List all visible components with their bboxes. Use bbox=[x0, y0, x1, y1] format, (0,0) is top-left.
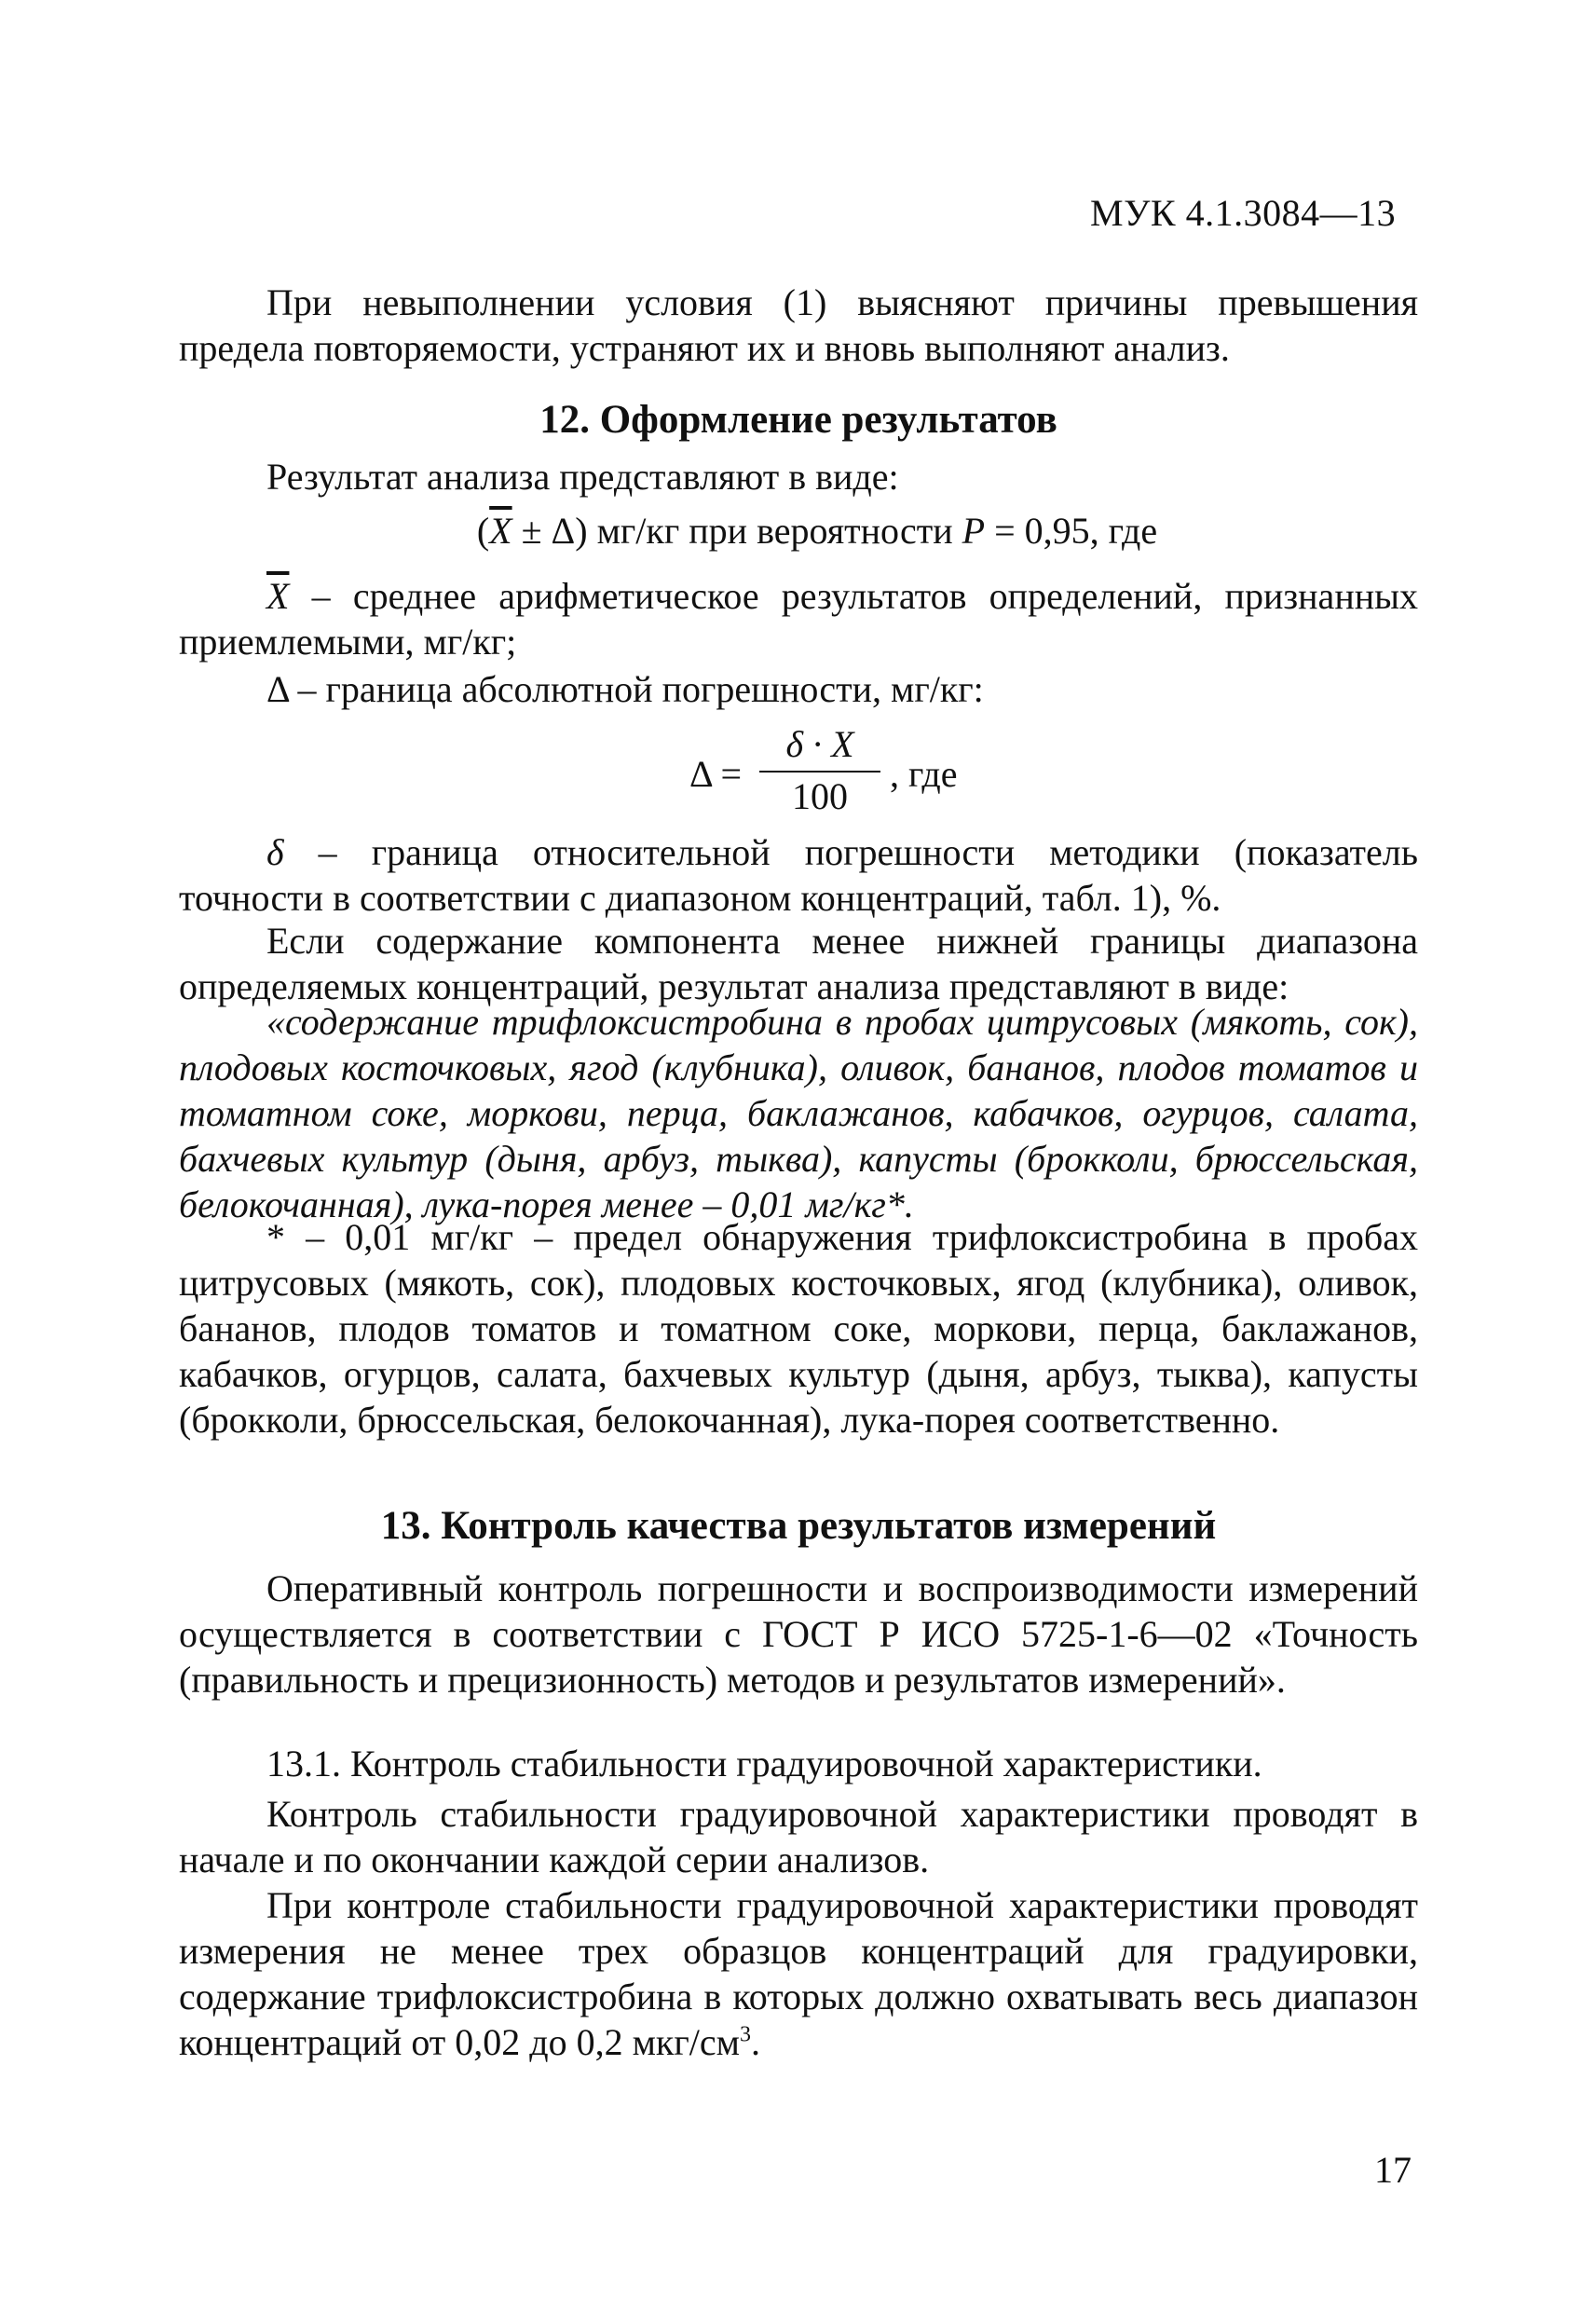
formula-rhs: , где bbox=[890, 753, 958, 795]
formula-lhs: Δ = bbox=[689, 753, 743, 795]
formula-denominator: 100 bbox=[792, 775, 848, 817]
section-12-intro bbox=[179, 454, 1418, 499]
formula-fraction bbox=[759, 722, 880, 819]
section-13-text-3-end: . bbox=[750, 2021, 760, 2063]
x-mean-definition-text bbox=[179, 573, 1418, 664]
relative-error-text bbox=[179, 829, 1418, 921]
section-12-title: 12. Оформление результатов bbox=[539, 398, 1057, 442]
relative-error-body: – граница относительной погрешности методики (показатель точности в соответствии с диапазоном концентраций, табл. 1), %. bbox=[179, 831, 1418, 919]
intro-text: Результат анализа представляют в виде: bbox=[266, 456, 899, 498]
delta-formula bbox=[689, 722, 1062, 825]
section-13-title: 13. Контроль качества результатов измерений bbox=[380, 1504, 1217, 1548]
x-mean-symbol: $\overline{X}$ bbox=[489, 510, 512, 552]
fraction-bar bbox=[759, 771, 880, 773]
footnote-paragraph bbox=[179, 1214, 1418, 1443]
subsection-13-1-title: 13.1. Контроль стабильности градуировочной характеристики. bbox=[266, 1743, 1262, 1785]
x-mean-definition-body: – среднее арифметическое результатов определений, признанных приемлемыми, мг/кг; bbox=[179, 575, 1418, 663]
x-mean-symbol: $\overline{X}$ bbox=[266, 575, 290, 617]
document-code-header: МУК 4.1.3084—13 bbox=[1090, 192, 1397, 234]
page-number: 17 bbox=[1374, 2149, 1412, 2191]
delta-definition bbox=[179, 666, 1418, 712]
section-13-text-2: Контроль стабильности градуировочной характеристики проводят в начале и по окончании каждой серии анализов. bbox=[179, 1793, 1418, 1880]
formula-numerator: δ · X bbox=[785, 723, 854, 765]
delta-rel-symbol: δ bbox=[266, 831, 284, 873]
section-13-paragraph-2 bbox=[179, 1791, 1418, 1882]
probability-symbol: P bbox=[962, 510, 986, 552]
section-13-paragraph-1 bbox=[179, 1566, 1418, 1702]
section-13-text-3-body: При контроле стабильности градуировочной характеристики проводят измерения не менее трех образцов концентраций для градуировки, содержание трифлоксистробина в которых должно охватывать весь диапазон концентраций от 0,02 до 0,2 мкг/см bbox=[179, 1884, 1418, 2063]
result-quote-text: «содержание трифлоксистробина в пробах цитрусовых (мякоть, сок), плодовых косточковых, ягод (клубника), оливок, бананов, плодов томатов и томатном соке, моркови, перца, баклажанов, кабачков, огурцов, салата, бахчевых культур (дыня, арбуз, тыква), капусты (брокколи, брюссельская, белокочанная), лука-порея менее – 0,01 мг/кг*. bbox=[179, 1001, 1418, 1225]
paragraph-repeatability bbox=[179, 280, 1418, 371]
section-13-paragraph-3 bbox=[179, 1882, 1418, 2065]
result-form-text bbox=[179, 508, 1418, 554]
paragraph-text: При невыполнении условия (1) выясняют причины превышения предела повторяемости, устраняют их и вновь выполняют анализ. bbox=[179, 281, 1418, 369]
relative-error-definition bbox=[179, 829, 1418, 921]
result-quote bbox=[179, 999, 1418, 1227]
subsection-13-1 bbox=[179, 1741, 1418, 1786]
x-mean-definition bbox=[179, 573, 1418, 664]
open-paren: ( bbox=[476, 510, 490, 552]
section-13-text-3 bbox=[179, 1882, 1418, 2065]
below-range-paragraph bbox=[179, 918, 1418, 1009]
delta-definition-text: Δ – граница абсолютной погрешности, мг/кг: bbox=[266, 668, 984, 710]
result-form-line bbox=[179, 508, 1418, 554]
cubic-superscript: 3 bbox=[739, 2022, 751, 2047]
result-form-tail: = 0,95, где bbox=[985, 510, 1158, 552]
section-13-text-1: Оперативный контроль погрешности и воспроизводимости измерений осуществляется в соответствии с ГОСТ Р ИСО 5725-1-6—02 «Точность (правильность и прецизионность) методов и результатов измерений». bbox=[179, 1567, 1418, 1701]
footnote-text: * – 0,01 мг/кг – предел обнаружения трифлоксистробина в пробах цитрусовых (мякоть, сок), плодовых косточковых, ягод (клубника), оливок, бананов, плодов томатов и томатном соке, моркови, перца, баклажанов, кабачков, огурцов, салата, бахчевых культур (дыня, арбуз, тыква), капусты (брокколи, брюссельская, белокочанная), лука-порея соответственно. bbox=[179, 1216, 1418, 1441]
result-form-middle: ± Δ) мг/кг при вероятности bbox=[512, 510, 962, 552]
below-range-text: Если содержание компонента менее нижней границы диапазона определяемых концентраций, результат анализа представляют в виде: bbox=[179, 920, 1418, 1007]
